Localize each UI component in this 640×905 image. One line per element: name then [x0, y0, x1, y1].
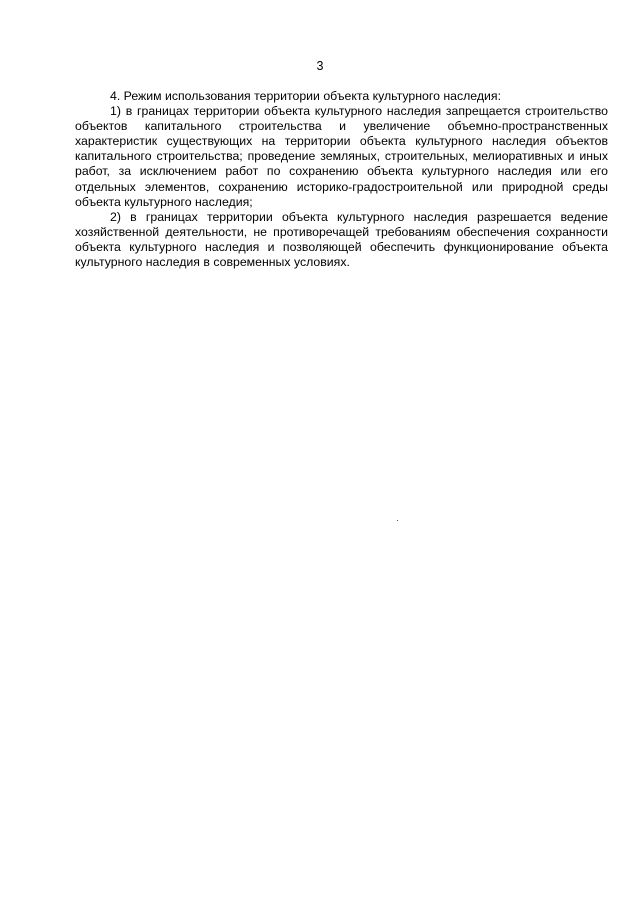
page-number: 3: [316, 59, 324, 73]
section-heading-paragraph: 4. Режим использования территории объекта культурного наследия:: [110, 89, 501, 103]
prohibition-paragraph: 1) в границах территории объекта культурного наследия запрещается строительство объектов капитального строительства и увеличение объемно-пространственных характеристик существующих на территории объекта культурного наследия объектов капитального строительства; проведение земляных, строительных, мелиоративных и иных работ, за исключением работ по сохранению объекта культурного наследия или его отдельных элементов, сохранению историко-градостроительной или природной среды объекта культурного наследия;: [75, 104, 608, 209]
document-body: [75, 89, 608, 270]
scan-speck: [397, 520, 398, 521]
permission-paragraph: 2) в границах территории объекта культурного наследия разрешается ведение хозяйственной деятельности, не противоречащей требованиям обеспечения сохранности объекта культурного наследия и позволяющей обеспечить функционирование объекта культурного наследия в современных условиях.: [75, 209, 608, 270]
